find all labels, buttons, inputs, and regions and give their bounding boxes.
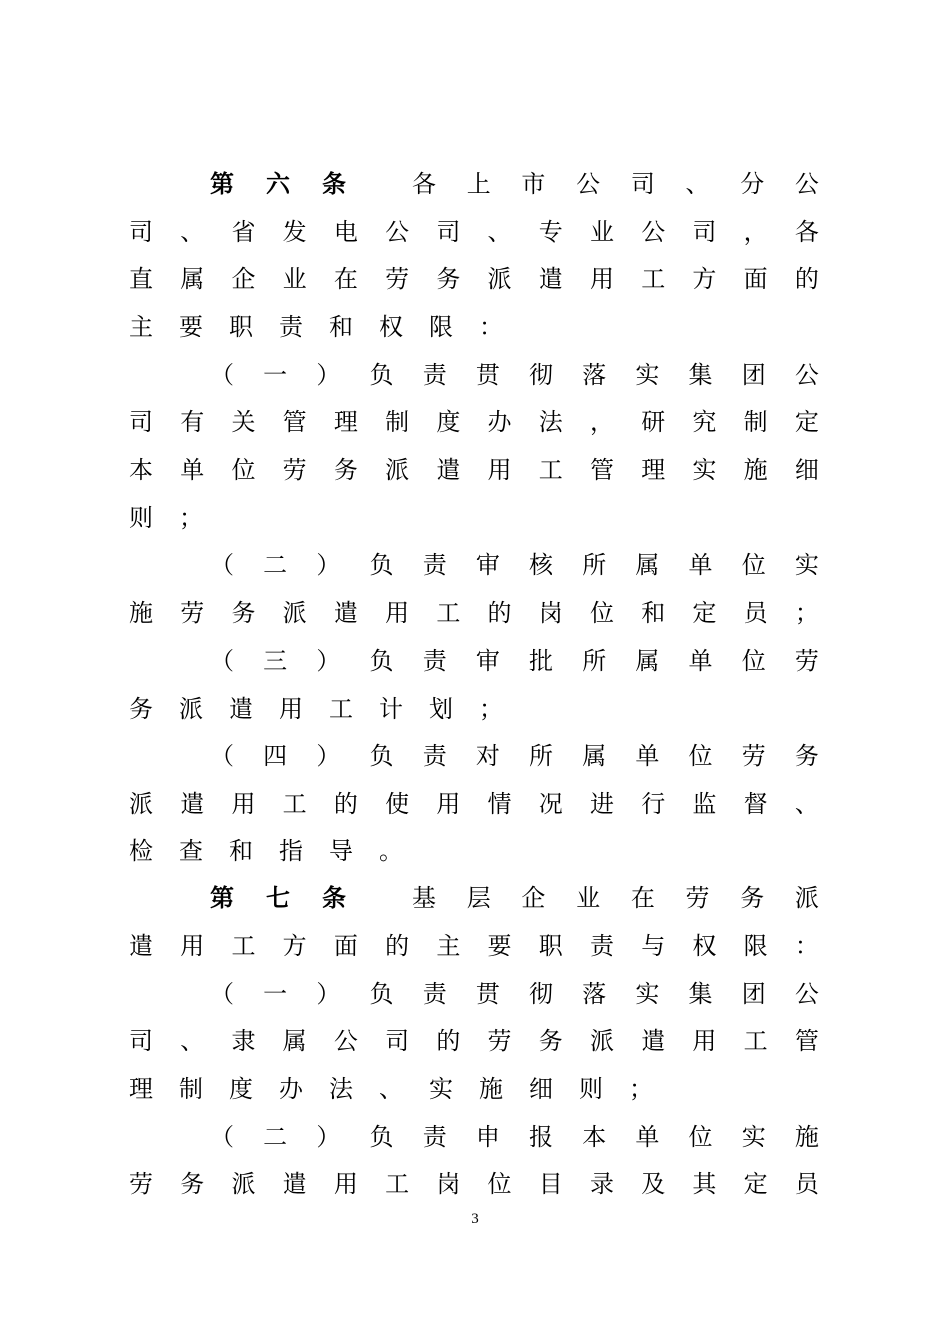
text-glyph: 工 bbox=[436, 599, 461, 627]
body-line bbox=[129, 303, 819, 351]
text-glyph: 责 bbox=[422, 647, 447, 675]
text-glyph: 本 bbox=[129, 456, 153, 484]
text-glyph: 派 bbox=[794, 884, 819, 912]
text-glyph: 限 bbox=[743, 932, 768, 960]
text-glyph: 遣 bbox=[333, 599, 358, 627]
text-glyph: 定 bbox=[743, 1170, 768, 1198]
text-glyph: 检 bbox=[129, 837, 153, 865]
text-glyph: 和 bbox=[329, 313, 353, 341]
text-glyph: 批 bbox=[529, 647, 554, 675]
text-glyph: 司 bbox=[385, 1027, 410, 1055]
text-glyph: 司 bbox=[129, 218, 153, 246]
body-line bbox=[129, 255, 819, 303]
text-glyph: 主 bbox=[129, 313, 153, 341]
text-glyph: 遣 bbox=[180, 790, 205, 818]
text-glyph: 所 bbox=[529, 742, 554, 770]
text-glyph: 遣 bbox=[641, 1027, 666, 1055]
clause-line bbox=[210, 541, 819, 589]
text-glyph: 施 bbox=[479, 1075, 503, 1103]
text-glyph: 负 bbox=[369, 742, 394, 770]
text-glyph: 负 bbox=[369, 361, 394, 389]
text-glyph: 务 bbox=[129, 695, 153, 723]
text-glyph: 公 bbox=[794, 361, 819, 389]
text-glyph: 有 bbox=[180, 408, 205, 436]
text-glyph: 况 bbox=[538, 790, 563, 818]
text-glyph: 公 bbox=[641, 218, 666, 246]
text-glyph: 单 bbox=[180, 456, 205, 484]
text-glyph: 要 bbox=[179, 313, 203, 341]
text-glyph: 三 bbox=[263, 647, 288, 675]
text-glyph: 基 bbox=[412, 884, 436, 912]
text-glyph: ） bbox=[316, 551, 341, 579]
text-glyph: 劳 bbox=[685, 884, 710, 912]
text-glyph: 单 bbox=[688, 647, 713, 675]
text-glyph: 制 bbox=[385, 408, 410, 436]
text-glyph: 方 bbox=[692, 265, 717, 293]
text-glyph: 负 bbox=[369, 647, 394, 675]
text-glyph: 贯 bbox=[475, 980, 500, 1008]
text-glyph: 的 bbox=[794, 265, 819, 293]
text-glyph: 实 bbox=[635, 361, 660, 389]
text-glyph: （ bbox=[210, 742, 234, 770]
text-glyph: 法 bbox=[538, 408, 563, 436]
text-glyph: 要 bbox=[487, 932, 512, 960]
text-glyph: 位 bbox=[231, 456, 256, 484]
text-glyph: 落 bbox=[582, 980, 607, 1008]
text-glyph: 查 bbox=[179, 837, 203, 865]
text-glyph: 导 bbox=[329, 837, 353, 865]
article-6-heading bbox=[210, 160, 346, 208]
text-glyph: 负 bbox=[369, 551, 394, 579]
text-glyph: 岗 bbox=[538, 599, 563, 627]
text-glyph: ） bbox=[316, 980, 341, 1008]
text-glyph: 公 bbox=[794, 980, 819, 1008]
text-glyph: 制 bbox=[179, 1075, 203, 1103]
text-glyph: 隶 bbox=[231, 1027, 256, 1055]
text-glyph: 工 bbox=[231, 932, 256, 960]
text-glyph: 六 bbox=[266, 169, 290, 198]
text-glyph: 位 bbox=[741, 647, 766, 675]
body-line bbox=[129, 446, 819, 494]
text-glyph: 工 bbox=[385, 1170, 410, 1198]
text-glyph: 目 bbox=[538, 1170, 563, 1198]
body-line bbox=[129, 685, 819, 733]
text-glyph: 工 bbox=[282, 790, 307, 818]
text-glyph: 实 bbox=[429, 1075, 453, 1103]
text-glyph: ； bbox=[179, 504, 203, 532]
text-glyph: 用 bbox=[231, 790, 256, 818]
text-glyph: 属 bbox=[180, 265, 205, 293]
text-glyph: 遣 bbox=[538, 265, 563, 293]
text-glyph: 劳 bbox=[129, 1170, 153, 1198]
text-glyph: 则 bbox=[129, 504, 153, 532]
text-glyph: 权 bbox=[692, 932, 717, 960]
text-glyph: 责 bbox=[422, 551, 447, 579]
text-glyph: 彻 bbox=[529, 980, 554, 1008]
text-glyph: 责 bbox=[279, 313, 303, 341]
text-glyph: 劳 bbox=[385, 265, 410, 293]
text-glyph: （ bbox=[210, 980, 234, 1008]
text-glyph: 属 bbox=[635, 551, 660, 579]
text-glyph: 计 bbox=[379, 695, 403, 723]
text-glyph: 公 bbox=[385, 218, 410, 246]
body-line bbox=[129, 1017, 819, 1065]
text-glyph: 单 bbox=[635, 742, 660, 770]
text-glyph: 位 bbox=[487, 1170, 512, 1198]
text-glyph: 与 bbox=[641, 932, 666, 960]
text-glyph: 业 bbox=[589, 218, 614, 246]
text-glyph: 派 bbox=[282, 599, 307, 627]
text-glyph: （ bbox=[210, 647, 234, 675]
text-glyph: ； bbox=[794, 599, 819, 627]
text-glyph: 责 bbox=[589, 932, 614, 960]
text-glyph: 审 bbox=[475, 647, 500, 675]
text-glyph: 直 bbox=[129, 265, 153, 293]
text-glyph: 职 bbox=[538, 932, 563, 960]
text-glyph: 。 bbox=[379, 837, 403, 865]
text-glyph: 施 bbox=[794, 1123, 819, 1151]
text-glyph: 实 bbox=[635, 980, 660, 1008]
text-glyph: 一 bbox=[263, 361, 288, 389]
text-glyph: 情 bbox=[487, 790, 512, 818]
text-glyph: 第 bbox=[210, 883, 234, 912]
text-glyph: 的 bbox=[385, 932, 410, 960]
text-glyph: 四 bbox=[263, 742, 288, 770]
body-line bbox=[129, 1065, 819, 1113]
text-glyph: 位 bbox=[741, 551, 766, 579]
text-glyph: 发 bbox=[282, 218, 307, 246]
text-glyph: 派 bbox=[231, 1170, 256, 1198]
text-glyph: 负 bbox=[369, 980, 394, 1008]
text-glyph: 及 bbox=[641, 1170, 666, 1198]
text-glyph: 位 bbox=[589, 599, 614, 627]
text-glyph: 业 bbox=[576, 884, 601, 912]
text-glyph: 企 bbox=[521, 884, 546, 912]
text-glyph: 行 bbox=[641, 790, 666, 818]
text-glyph: 司 bbox=[436, 218, 461, 246]
text-glyph: 业 bbox=[282, 265, 307, 293]
text-glyph: 工 bbox=[641, 265, 666, 293]
text-glyph: 职 bbox=[229, 313, 253, 341]
text-glyph: 、 bbox=[180, 1027, 205, 1055]
text-glyph: 市 bbox=[521, 170, 546, 198]
text-glyph: 施 bbox=[129, 599, 153, 627]
text-glyph: 工 bbox=[538, 456, 563, 484]
text-glyph: 司 bbox=[129, 408, 153, 436]
text-glyph: 的 bbox=[436, 1027, 461, 1055]
text-glyph: 单 bbox=[635, 1123, 660, 1151]
text-glyph: 工 bbox=[329, 695, 353, 723]
text-glyph: 其 bbox=[692, 1170, 717, 1198]
text-glyph: 主 bbox=[436, 932, 461, 960]
clause-line bbox=[210, 1113, 819, 1161]
text-glyph: 劳 bbox=[741, 742, 766, 770]
text-glyph: 公 bbox=[333, 1027, 358, 1055]
text-glyph: 面 bbox=[743, 265, 768, 293]
text-glyph: 负 bbox=[369, 1123, 394, 1151]
text-glyph: 集 bbox=[688, 361, 713, 389]
text-glyph: 本 bbox=[582, 1123, 607, 1151]
clause-line bbox=[210, 637, 819, 685]
text-glyph: 施 bbox=[743, 456, 768, 484]
text-glyph: 度 bbox=[436, 408, 461, 436]
text-glyph: 层 bbox=[466, 884, 491, 912]
text-glyph: 面 bbox=[333, 932, 358, 960]
text-glyph: ） bbox=[316, 742, 341, 770]
text-glyph: 属 bbox=[582, 742, 607, 770]
text-glyph: 理 bbox=[641, 456, 666, 484]
body-line bbox=[129, 494, 819, 542]
text-glyph: 实 bbox=[794, 551, 819, 579]
text-glyph: 和 bbox=[229, 837, 253, 865]
text-glyph: 遣 bbox=[436, 456, 461, 484]
text-glyph: 录 bbox=[589, 1170, 614, 1198]
text-glyph: 责 bbox=[422, 742, 447, 770]
text-glyph: 务 bbox=[231, 599, 256, 627]
article-6-text bbox=[412, 160, 819, 208]
text-glyph: 司 bbox=[129, 1027, 153, 1055]
text-glyph: 派 bbox=[589, 1027, 614, 1055]
text-glyph: 位 bbox=[688, 1123, 713, 1151]
text-glyph: 、 bbox=[180, 218, 205, 246]
text-glyph: 分 bbox=[740, 170, 765, 198]
text-glyph: 核 bbox=[529, 551, 554, 579]
text-glyph: 用 bbox=[279, 695, 303, 723]
text-glyph: 细 bbox=[529, 1075, 553, 1103]
text-glyph: 理 bbox=[129, 1075, 153, 1103]
text-glyph: 用 bbox=[333, 1170, 358, 1198]
text-glyph: 贯 bbox=[475, 361, 500, 389]
text-glyph: 细 bbox=[794, 456, 819, 484]
text-glyph: 派 bbox=[487, 265, 512, 293]
text-glyph: 关 bbox=[231, 408, 256, 436]
text-glyph: 劳 bbox=[282, 456, 307, 484]
text-glyph: 监 bbox=[692, 790, 717, 818]
text-glyph: 、 bbox=[794, 790, 819, 818]
text-glyph: 、 bbox=[487, 218, 512, 246]
text-glyph: ： bbox=[794, 932, 819, 960]
text-glyph: 、 bbox=[685, 170, 710, 198]
text-glyph: 务 bbox=[333, 456, 358, 484]
clause-line bbox=[210, 351, 819, 399]
text-glyph: 劳 bbox=[487, 1027, 512, 1055]
text-glyph: 研 bbox=[641, 408, 666, 436]
text-glyph: 划 bbox=[429, 695, 453, 723]
text-glyph: 实 bbox=[741, 1123, 766, 1151]
text-glyph: 工 bbox=[743, 1027, 768, 1055]
text-glyph: 用 bbox=[436, 790, 461, 818]
text-glyph: 劳 bbox=[180, 599, 205, 627]
text-glyph: 落 bbox=[582, 361, 607, 389]
text-glyph: 单 bbox=[688, 551, 713, 579]
text-glyph: 遣 bbox=[282, 1170, 307, 1198]
text-glyph: 究 bbox=[692, 408, 717, 436]
text-glyph: 员 bbox=[743, 599, 768, 627]
text-glyph: 务 bbox=[180, 1170, 205, 1198]
text-glyph: 和 bbox=[641, 599, 666, 627]
text-glyph: 办 bbox=[279, 1075, 303, 1103]
text-glyph: 管 bbox=[282, 408, 307, 436]
text-glyph: 员 bbox=[794, 1170, 819, 1198]
text-glyph: 二 bbox=[263, 551, 288, 579]
text-glyph: 条 bbox=[322, 169, 346, 198]
body-line bbox=[129, 827, 819, 875]
body-line bbox=[129, 780, 819, 828]
clause-line bbox=[210, 970, 819, 1018]
text-glyph: 申 bbox=[475, 1123, 500, 1151]
text-glyph: 上 bbox=[466, 170, 491, 198]
text-glyph: 所 bbox=[582, 647, 607, 675]
text-glyph: 位 bbox=[688, 742, 713, 770]
body-line bbox=[129, 922, 819, 970]
text-glyph: 制 bbox=[743, 408, 768, 436]
text-glyph: 公 bbox=[576, 170, 601, 198]
text-glyph: 权 bbox=[379, 313, 403, 341]
text-glyph: 理 bbox=[333, 408, 358, 436]
text-glyph: 集 bbox=[688, 980, 713, 1008]
body-line bbox=[129, 398, 819, 446]
text-glyph: 第 bbox=[210, 169, 234, 198]
article-6-first-line bbox=[210, 160, 819, 208]
article-7-first-line bbox=[210, 874, 819, 922]
text-glyph: （ bbox=[210, 1123, 234, 1151]
text-glyph: 、 bbox=[379, 1075, 403, 1103]
text-glyph: 在 bbox=[630, 884, 655, 912]
text-glyph: 派 bbox=[179, 695, 203, 723]
text-glyph: 所 bbox=[582, 551, 607, 579]
text-glyph: 报 bbox=[529, 1123, 554, 1151]
body-line bbox=[129, 589, 819, 637]
text-glyph: ） bbox=[316, 1123, 341, 1151]
text-glyph: 的 bbox=[333, 790, 358, 818]
text-glyph: 劳 bbox=[794, 647, 819, 675]
text-glyph: 定 bbox=[692, 599, 717, 627]
text-glyph: 二 bbox=[263, 1123, 288, 1151]
text-glyph: 方 bbox=[282, 932, 307, 960]
text-glyph: 彻 bbox=[529, 361, 554, 389]
article-7-text bbox=[412, 874, 819, 922]
text-glyph: 对 bbox=[475, 742, 500, 770]
text-glyph: 属 bbox=[635, 647, 660, 675]
text-glyph: 用 bbox=[589, 265, 614, 293]
text-glyph: ， bbox=[743, 218, 768, 246]
body-line bbox=[129, 208, 819, 256]
clause-line bbox=[210, 732, 819, 780]
text-glyph: 务 bbox=[538, 1027, 563, 1055]
text-glyph: 使 bbox=[385, 790, 410, 818]
text-glyph: 各 bbox=[412, 170, 436, 198]
text-glyph: 审 bbox=[475, 551, 500, 579]
text-glyph: ； bbox=[479, 695, 503, 723]
text-glyph: 遣 bbox=[229, 695, 253, 723]
text-glyph: 用 bbox=[385, 599, 410, 627]
text-glyph: 七 bbox=[266, 883, 290, 912]
text-glyph: （ bbox=[210, 361, 234, 389]
text-glyph: 办 bbox=[487, 408, 512, 436]
text-glyph: 责 bbox=[422, 980, 447, 1008]
text-glyph: ） bbox=[316, 647, 341, 675]
text-glyph: 法 bbox=[329, 1075, 353, 1103]
text-glyph: 指 bbox=[279, 837, 303, 865]
text-glyph: 进 bbox=[589, 790, 614, 818]
text-glyph: 派 bbox=[129, 790, 153, 818]
text-glyph: 省 bbox=[231, 218, 256, 246]
text-glyph: ， bbox=[589, 408, 614, 436]
text-glyph: 实 bbox=[692, 456, 717, 484]
text-glyph: （ bbox=[210, 551, 234, 579]
text-glyph: 务 bbox=[794, 742, 819, 770]
text-glyph: 派 bbox=[385, 456, 410, 484]
text-glyph: 司 bbox=[630, 170, 655, 198]
text-glyph: 一 bbox=[263, 980, 288, 1008]
text-glyph: 公 bbox=[794, 170, 819, 198]
text-glyph: 企 bbox=[231, 265, 256, 293]
text-glyph: 管 bbox=[794, 1027, 819, 1055]
text-glyph: 各 bbox=[794, 218, 819, 246]
text-glyph: 定 bbox=[794, 408, 819, 436]
page-number: 3 bbox=[471, 1211, 479, 1227]
text-glyph: 度 bbox=[229, 1075, 253, 1103]
text-glyph: 团 bbox=[741, 980, 766, 1008]
text-glyph: ； bbox=[629, 1075, 653, 1103]
body-line bbox=[129, 1160, 819, 1208]
text-glyph: 专 bbox=[538, 218, 563, 246]
text-glyph: 在 bbox=[333, 265, 358, 293]
text-glyph: 团 bbox=[741, 361, 766, 389]
text-glyph: ： bbox=[479, 313, 503, 341]
text-glyph: 务 bbox=[740, 884, 765, 912]
text-glyph: 限 bbox=[429, 313, 453, 341]
text-glyph: 遣 bbox=[129, 932, 153, 960]
text-glyph: ） bbox=[316, 361, 341, 389]
text-glyph: 条 bbox=[322, 883, 346, 912]
text-glyph: 督 bbox=[743, 790, 768, 818]
text-glyph: 岗 bbox=[436, 1170, 461, 1198]
text-glyph: 用 bbox=[180, 932, 205, 960]
text-glyph: 务 bbox=[436, 265, 461, 293]
text-glyph: 司 bbox=[692, 218, 717, 246]
article-7-heading bbox=[210, 874, 346, 922]
text-glyph: 属 bbox=[282, 1027, 307, 1055]
text-glyph: 用 bbox=[692, 1027, 717, 1055]
text-glyph: 责 bbox=[422, 1123, 447, 1151]
text-glyph: 电 bbox=[333, 218, 358, 246]
text-glyph: 管 bbox=[589, 456, 614, 484]
text-glyph: 的 bbox=[487, 599, 512, 627]
text-glyph: 责 bbox=[422, 361, 447, 389]
text-glyph: 则 bbox=[579, 1075, 603, 1103]
text-glyph: 用 bbox=[487, 456, 512, 484]
